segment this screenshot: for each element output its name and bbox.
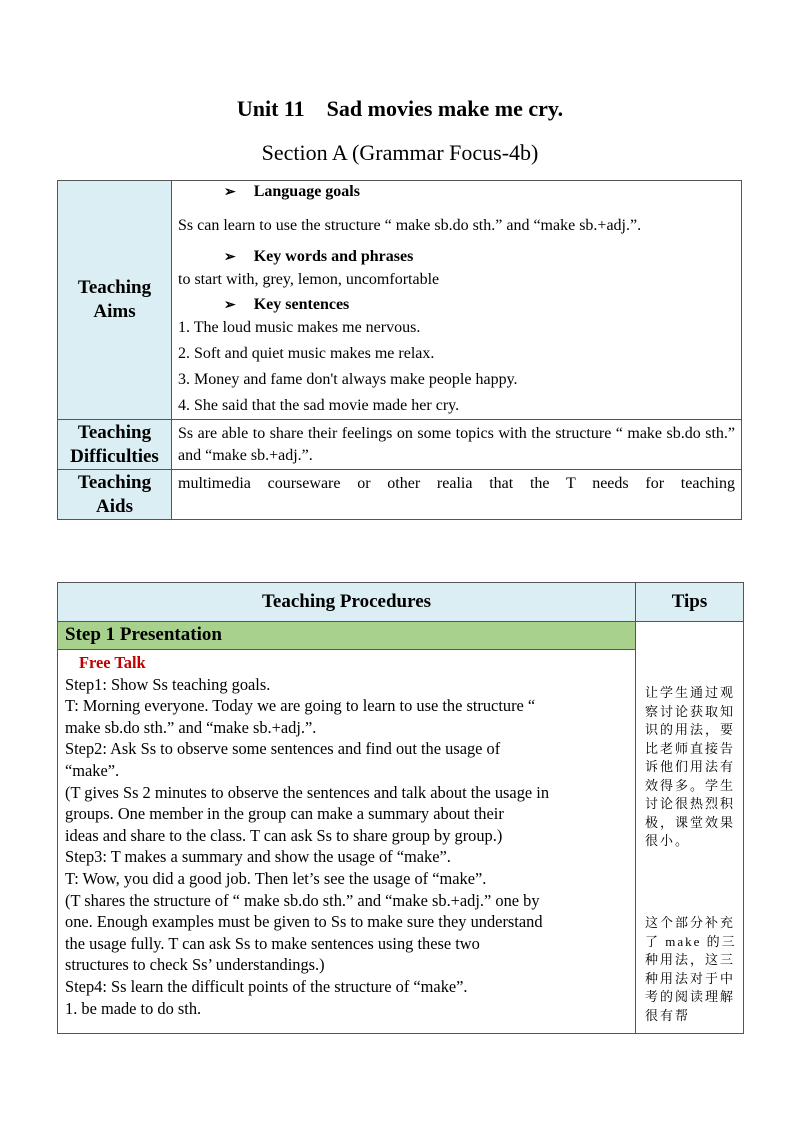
procedure-line: structures to check Ss’ understandings.): [65, 955, 325, 975]
teaching-overview-table: [57, 180, 742, 520]
aids-label: Teaching Aids: [58, 470, 172, 520]
tips-cell: [636, 622, 744, 1034]
key-words-text: to start with, grey, lemon, uncomfortable: [178, 271, 440, 288]
key-sentence: 2. Soft and quiet music makes me relax.: [178, 345, 435, 362]
key-sentence: 4. She said that the sad movie made her cry.: [178, 397, 460, 414]
difficulties-content: [172, 420, 742, 470]
procedures-table: [57, 582, 744, 1034]
language-goals-label: Language goals: [253, 183, 360, 200]
aids-row: [58, 470, 742, 520]
procedure-line: Step2: Ask Ss to observe some sentences and find out the usage of: [65, 739, 501, 759]
key-words-label: Key words and phrases: [253, 248, 414, 265]
aims-content: [172, 181, 742, 420]
step-title-row: [58, 622, 744, 650]
difficulties-label: Teaching Difficulties: [58, 420, 172, 470]
document-title: Unit 11 Sad movies make me cry.: [236, 96, 564, 121]
step-body: [58, 650, 636, 1034]
language-goals-heading: [224, 183, 360, 201]
procedure-line: 1. be made to do sth.: [65, 998, 202, 1018]
procedure-line: T: Wow, you did a good job. Then let’s see the usage of “make”.: [65, 868, 487, 888]
key-sentences-label: Key sentences: [253, 296, 350, 313]
procedure-line: ideas and share to the class. T can ask Ss to share group by group.): [65, 825, 503, 845]
arrowhead-bullet-icon: ➢: [224, 298, 236, 313]
procedure-line: make sb.do sth.” and “make sb.+adj.”.: [65, 717, 317, 737]
difficulties-row: [58, 420, 742, 470]
procedure-line: groups. One member in the group can make a summary about their: [65, 804, 504, 824]
procedure-line: Step1: Show Ss teaching goals.: [65, 674, 271, 694]
aids-content: [172, 470, 742, 520]
key-sentence: 1. The loud music makes me nervous.: [178, 319, 421, 336]
document-subtitle: Section A (Grammar Focus-4b): [261, 140, 539, 165]
aims-label: Teaching Aims: [58, 181, 172, 420]
procedures-header: Teaching Procedures: [58, 583, 636, 622]
key-sentences-heading: [224, 296, 349, 314]
key-sentence: 3. Money and fame don't always make people happy.: [178, 371, 518, 388]
arrowhead-bullet-icon: ➢: [224, 185, 236, 200]
procedures-header-row: [58, 583, 744, 622]
difficulties-text: Ss are able to share their feelings on some topics with the structure “ make sb.do sth.” and “make sb.+adj.”.: [178, 425, 735, 464]
step-title: Step 1 Presentation: [58, 622, 636, 650]
procedure-line: “make”.: [65, 760, 120, 780]
aids-text: multimedia courseware or other realia that the T needs for teaching: [178, 475, 735, 492]
procedure-line: T: Morning everyone. Today we are going to learn to use the structure “: [65, 696, 536, 716]
free-talk-label: Free Talk: [79, 653, 146, 672]
key-words-heading: [224, 248, 413, 266]
procedure-line: the usage fully. T can ask Ss to make sentences using these two: [65, 933, 480, 953]
procedure-line: Step4: Ss learn the difficult points of the structure of “make”.: [65, 976, 468, 996]
procedure-line: Step3: T makes a summary and show the usage of “make”.: [65, 847, 451, 867]
procedure-line: (T gives Ss 2 minutes to observe the sentences and talk about the usage in: [65, 782, 550, 802]
procedure-line: (T shares the structure of “ make sb.do sth.” and “make sb.+adj.” one by: [65, 890, 540, 910]
tip-text: 让学生通过观察讨论获取知识的用法，要比老师直接告诉他们用法有效得多。学生讨论很热烈积极，课堂效果很小。: [645, 685, 736, 848]
tip-text: 这个部分补充了 make 的三种用法，这三种用法对于中考的阅读理解很有帮: [645, 915, 737, 1023]
aims-row: [58, 181, 742, 420]
procedure-line: one. Enough examples must be given to Ss to make sure they understand: [65, 912, 543, 932]
language-goals-text: Ss can learn to use the structure “ make sb.do sth.” and “make sb.+adj.”.: [178, 217, 642, 234]
arrowhead-bullet-icon: ➢: [224, 250, 236, 265]
tips-header: Tips: [636, 583, 744, 622]
